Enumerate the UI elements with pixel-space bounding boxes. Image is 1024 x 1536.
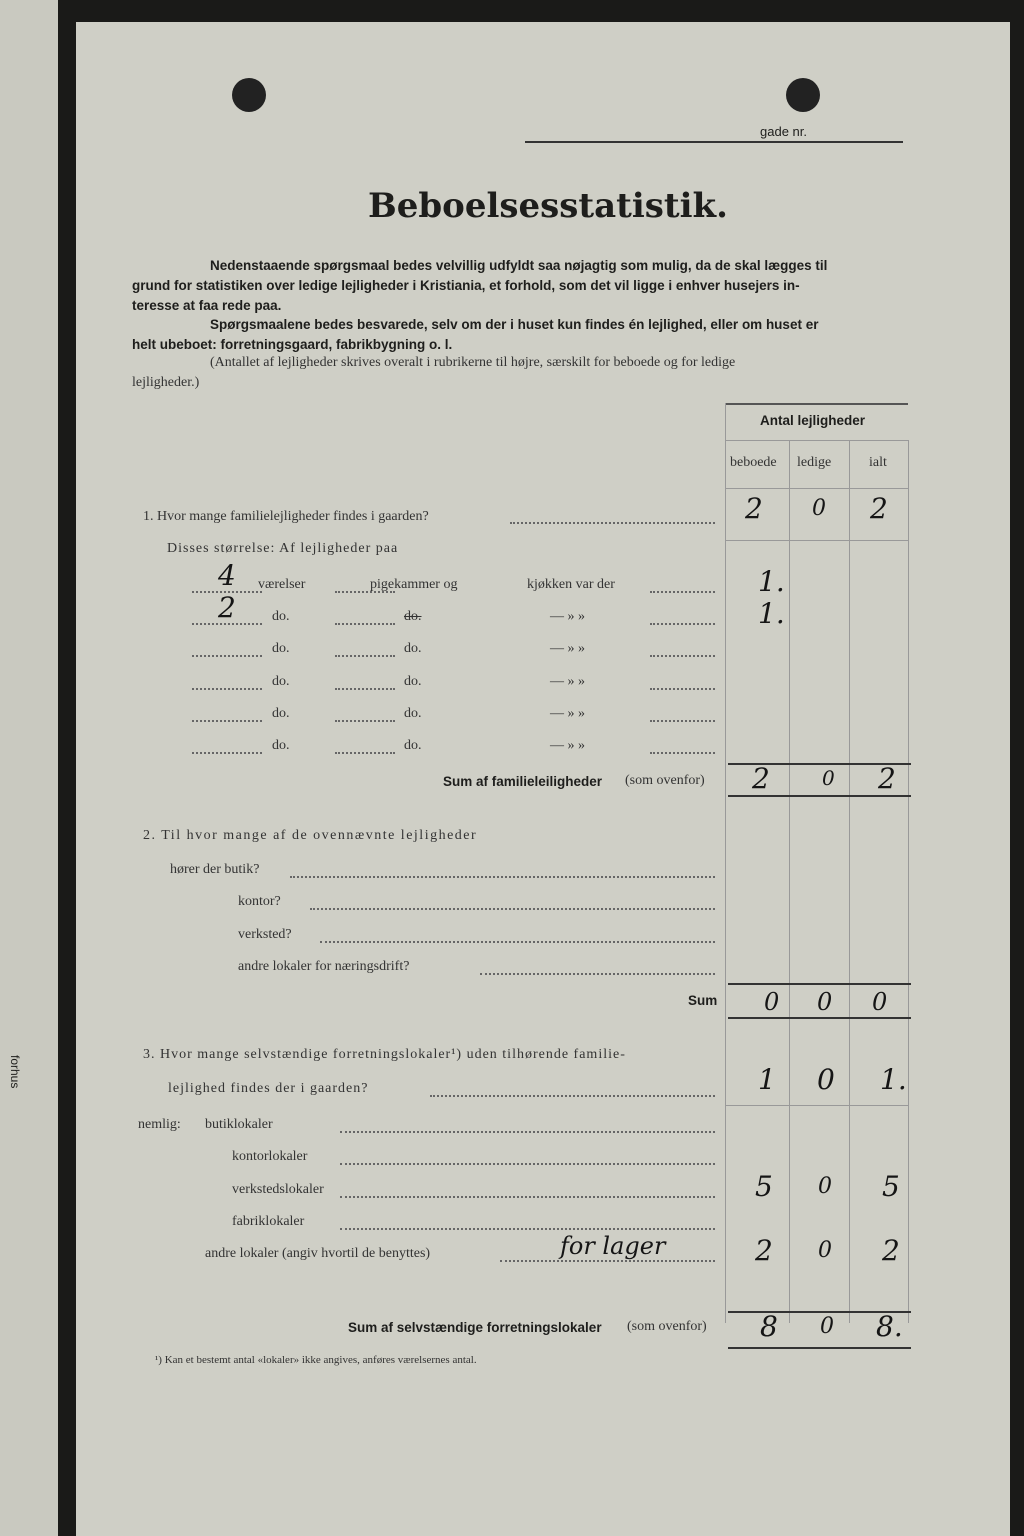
q2-sum-label: Sum bbox=[688, 993, 718, 1008]
size-col2: do. bbox=[404, 706, 422, 721]
q3-item-ialt: 5 bbox=[882, 1170, 900, 1203]
q3-item-label: verkstedslokaler bbox=[232, 1182, 324, 1197]
size-col3: — » » bbox=[550, 609, 585, 624]
q3-sum-beboede: 8 bbox=[760, 1310, 778, 1343]
q3-sum-label: Sum af selvstændige forretningslokaler bbox=[348, 1320, 602, 1335]
q3-item-label: fabriklokaler bbox=[232, 1214, 305, 1229]
intro-text: grund for statistiken over ledige lejligheder i Kristiania, et forhold, som det vil ligge i enhver husejers in- bbox=[132, 278, 800, 293]
intro-text: teresse at faa rede paa. bbox=[132, 298, 282, 313]
size-col2: do. bbox=[404, 674, 422, 689]
q3-item-label: andre lokaler (angiv hvortil de benyttes) bbox=[205, 1246, 431, 1261]
size-col3: — » » bbox=[550, 738, 585, 753]
size-col3: — » » bbox=[550, 674, 585, 689]
q1-beboede: 2 bbox=[745, 492, 763, 525]
adjacent-page bbox=[0, 0, 58, 1536]
q3-label: 3. Hvor mange selvstændige forretningslokaler¹) uden tilhørende familie- bbox=[143, 1047, 626, 1062]
size-col3: — » » bbox=[550, 706, 585, 721]
col-ialt: ialt bbox=[869, 455, 887, 470]
q2-item: verksted? bbox=[238, 927, 292, 942]
q1-sum-ialt: 2 bbox=[878, 762, 896, 795]
q1-sum-beboede: 2 bbox=[752, 762, 770, 795]
size-beboede: 1. bbox=[758, 597, 785, 630]
q2-item: andre lokaler for næringsdrift? bbox=[238, 959, 410, 974]
intro-text: helt ubeboet: forretningsgaard, fabrikbygning o. l. bbox=[132, 337, 453, 352]
page-title: Beboelsesstatistik. bbox=[368, 186, 728, 226]
footnote: ¹) Kan et bestemt antal «lokaler» ikke angives, anføres værelsernes antal. bbox=[155, 1354, 477, 1366]
intro-note: (Antallet af lejligheder skrives overalt i rubrikerne til højre, særskilt for beboede og for ledige bbox=[210, 355, 736, 370]
gade-nr-label: gade nr. bbox=[760, 124, 807, 139]
intro-note: lejligheder.) bbox=[132, 375, 200, 390]
q3-item-label: butiklokaler bbox=[205, 1117, 273, 1132]
size-col2: do. bbox=[404, 738, 422, 753]
size-col3: — » » bbox=[550, 641, 585, 656]
q3-sum-ialt: 8. bbox=[876, 1310, 903, 1343]
size-beboede: 1. bbox=[758, 565, 785, 598]
q3-ialt: 1. bbox=[880, 1063, 907, 1096]
size-col2: pigekammer og bbox=[370, 577, 458, 592]
q3-item-ledige: 0 bbox=[818, 1174, 832, 1199]
q1-label: 1. Hvor mange familielejligheder findes i gaarden? bbox=[143, 509, 429, 524]
size-col1: værelser bbox=[258, 577, 306, 592]
size-col1: do. bbox=[272, 706, 290, 721]
col-beboede: beboede bbox=[730, 455, 777, 470]
q3-beboede: 1 bbox=[758, 1063, 776, 1096]
q1-ledige: 0 bbox=[812, 496, 826, 521]
size-col1: do. bbox=[272, 609, 290, 624]
size-col2: do. bbox=[404, 641, 422, 656]
q3-sum-ledige: 0 bbox=[820, 1314, 834, 1339]
q1-sum-ledige: 0 bbox=[822, 766, 835, 790]
punch-hole bbox=[232, 78, 266, 112]
intro-text: Spørgsmaalene bedes besvarede, selv om der i huset kun findes én lejlighed, eller om huset er bbox=[210, 317, 819, 332]
q2-item: kontor? bbox=[238, 894, 281, 909]
size-col2: do. bbox=[404, 609, 422, 624]
sizes-label: Disses størrelse: Af lejligheder paa bbox=[167, 541, 399, 556]
q1-ialt: 2 bbox=[870, 492, 888, 525]
q2-sum-ledige: 0 bbox=[817, 988, 833, 1016]
q3-sum-note: (som ovenfor) bbox=[627, 1319, 707, 1334]
q2-sum-ialt: 0 bbox=[872, 988, 888, 1016]
q3-item-beboede: 2 bbox=[755, 1234, 773, 1267]
margin-text: forhus bbox=[8, 1055, 22, 1089]
size-rooms: 2 bbox=[218, 591, 236, 624]
q2-item: hører der butik? bbox=[170, 862, 260, 877]
q3-usage-note: for lager bbox=[560, 1232, 666, 1260]
size-col1: do. bbox=[272, 738, 290, 753]
q2-label: 2. Til hvor mange af de ovennævnte lejligheder bbox=[143, 828, 478, 843]
q3-item-beboede: 5 bbox=[755, 1170, 773, 1203]
nemlig-label: nemlig: bbox=[138, 1117, 181, 1132]
table-title: Antal lejligheder bbox=[760, 413, 866, 428]
q3-item-label: kontorlokaler bbox=[232, 1149, 308, 1164]
q1-sum-label: Sum af familieleiligheder bbox=[443, 774, 603, 789]
q3-ledige: 0 bbox=[817, 1063, 835, 1096]
intro-text: Nedenstaaende spørgsmaal bedes velvillig udfyldt saa nøjagtig som mulig, da de skal lægges til bbox=[210, 258, 828, 273]
q3-item-ialt: 2 bbox=[882, 1234, 900, 1267]
size-col3: kjøkken var der bbox=[527, 577, 615, 592]
q2-sum-beboede: 0 bbox=[764, 988, 780, 1016]
size-col1: do. bbox=[272, 641, 290, 656]
size-col1: do. bbox=[272, 674, 290, 689]
size-rooms: 4 bbox=[218, 559, 236, 592]
q3-item-ledige: 0 bbox=[818, 1238, 832, 1263]
col-ledige: ledige bbox=[797, 455, 832, 470]
q1-sum-note: (som ovenfor) bbox=[625, 773, 705, 788]
punch-hole bbox=[786, 78, 820, 112]
q3-label: lejlighed findes der i gaarden? bbox=[168, 1081, 369, 1096]
